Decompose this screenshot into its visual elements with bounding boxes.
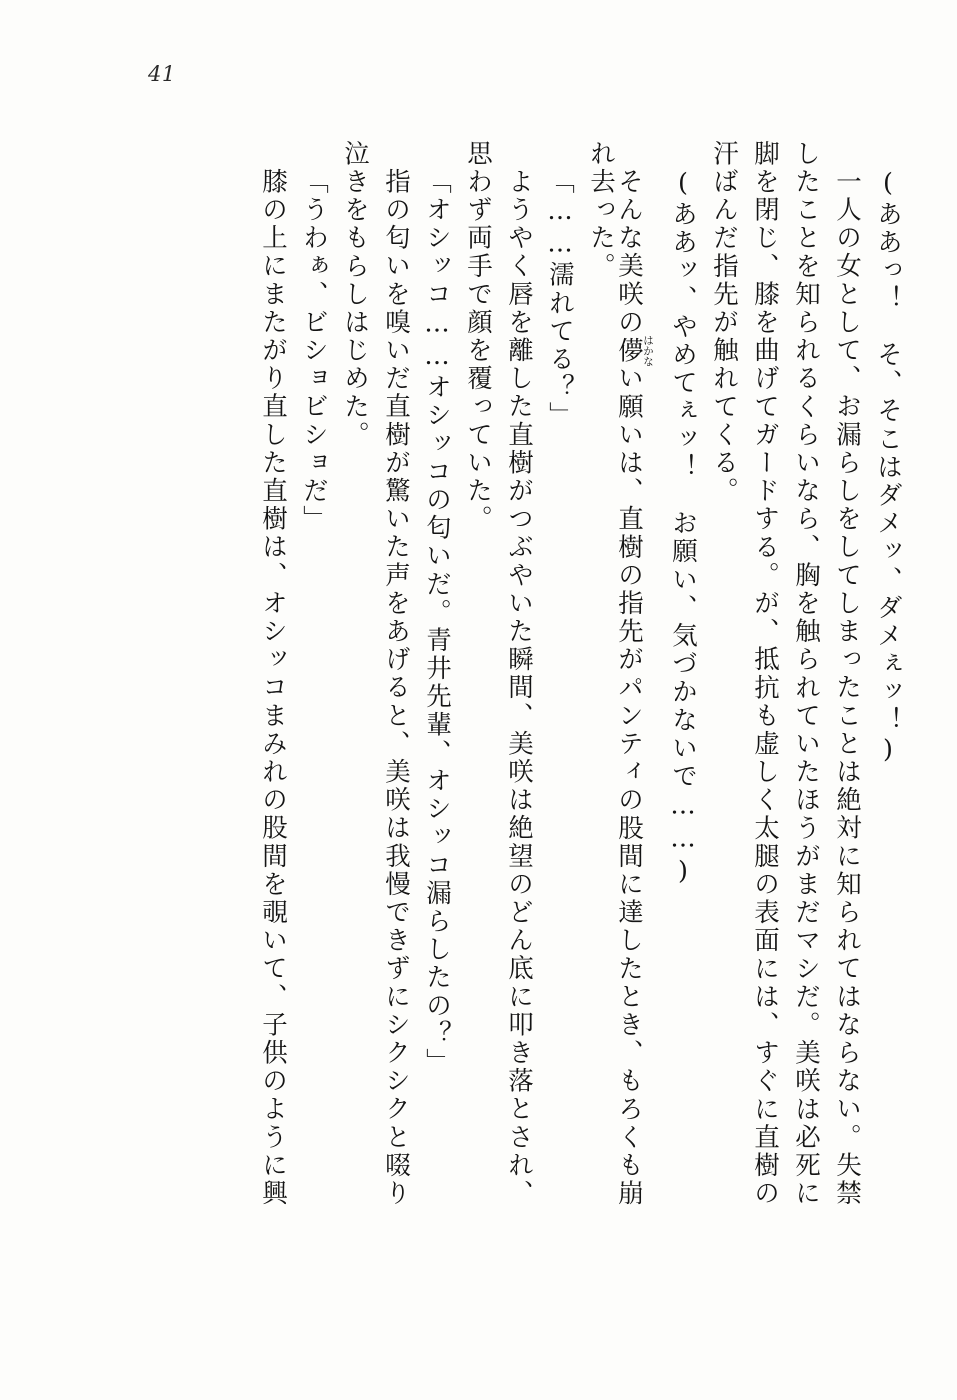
text-line-3: したことを知られるくらいなら、胸を触られていたほうがまだマシだ。美咲は必死に [791,140,821,1208]
text-line-16: 膝の上にまたがり直した直樹は、オシッコまみれの股間を覗いて、子供のように興 [258,168,288,1208]
text-line-12: 「オシッコ……オシッコの匂いだ。青井先輩、オシッコ漏らしたの？」 [422,168,452,1077]
text-line-9: 「……濡れてる？」 [545,168,575,430]
text-line-2: 一人の女として、お漏らしをしてしまったことは絶対に知られてはならない。失禁 [832,168,862,1208]
text-line-4: 脚を閉じ、膝を曲げてガードする。が、抵抗も虚しく太腿の表面には、すぐに直樹の [750,140,780,1208]
text-line-1: (ああっ！ そ、そこはダメッ、ダメぇッ！) [873,168,903,768]
vertical-text-body [110,140,903,1280]
text-line-10: ようやく唇を離した直樹がつぶやいた瞬間、美咲は絶望のどん底に叩き落とされ、 [504,168,534,1208]
text-line-5: 汗ばんだ指先が触れてくる。 [709,140,739,506]
text-line-14: 泣きをもらしはじめた。 [340,140,370,450]
text-line-15: 「うわぁ、ビショビショだ」 [299,168,329,534]
text-line-6: (ああッ、やめてぇッ！ お願い、気づかないで……) [668,168,698,889]
text-line-7: そんな美咲の儚はかない願いは、直樹の指先がパンティの股間に達したとき、もろくも崩 [614,168,654,1208]
text-line-13: 指の匂いを嗅いだ直樹が驚いた声をあげると、美咲は我慢できずにシクシクと啜り [381,168,411,1208]
text-line-8: れ去った。 [586,140,616,281]
ruby-annotation: 儚はかな [614,334,654,367]
text-line-11: 思わず両手で顔を覆っていた。 [463,140,493,534]
page-number: 41 [148,62,176,86]
